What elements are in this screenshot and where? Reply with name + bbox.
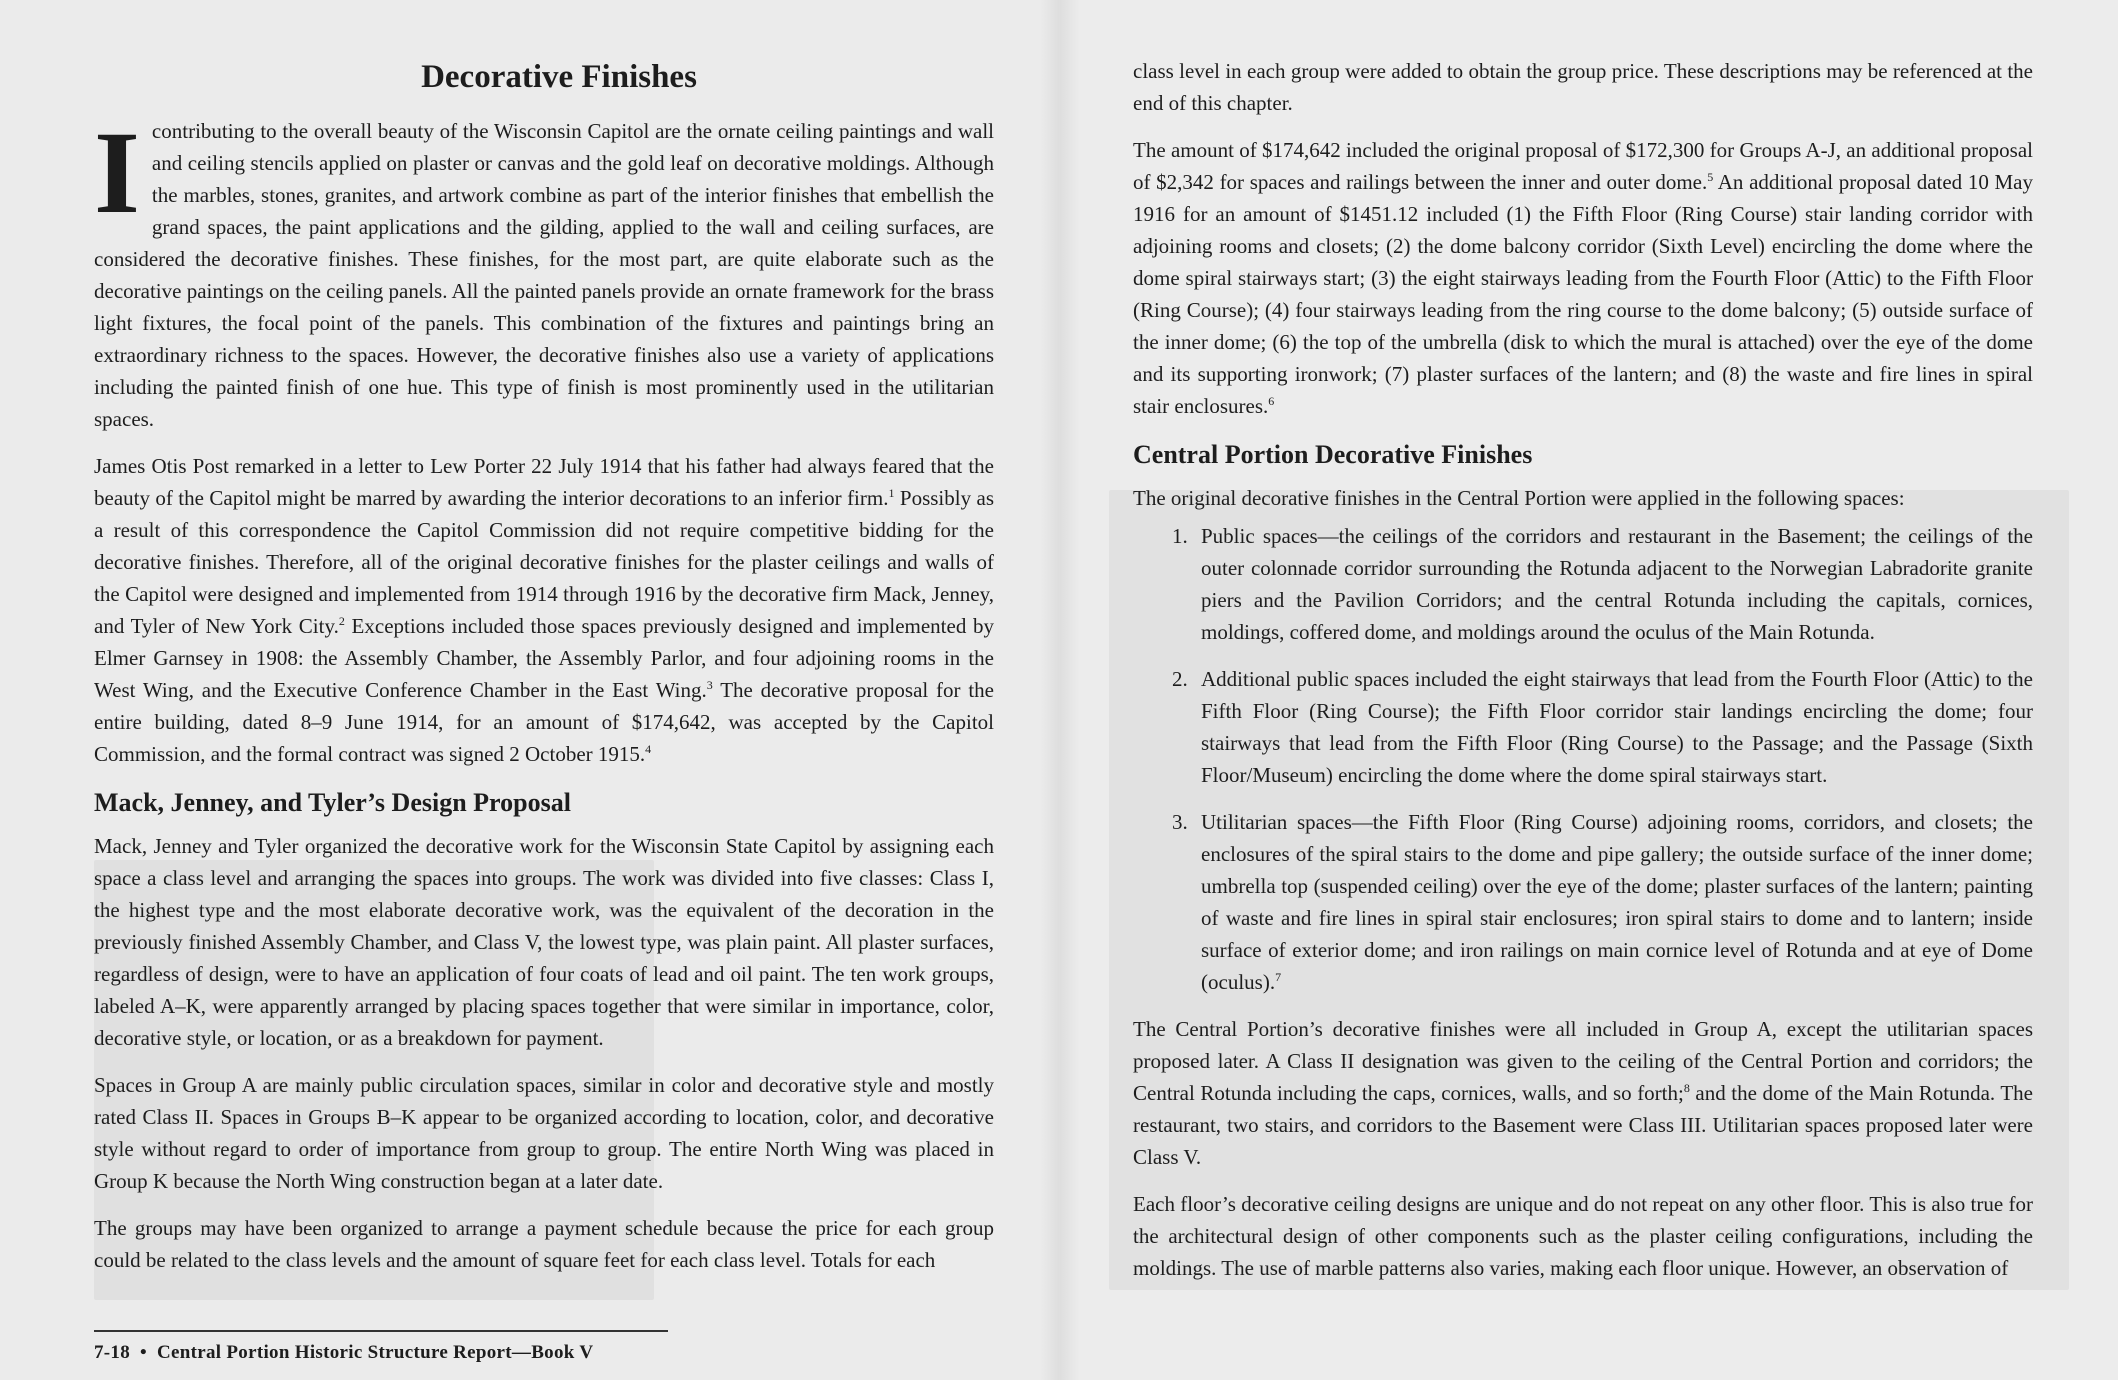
text-run: The Central Portion’s decorative finishes were all included in Group A, except the utilitarian spaces proposed later. A Class II designation was given to the ceiling of the Central Portion and corridors; the Central Rotunda including the caps, cornices, walls, and so forth; — [1133, 1017, 2033, 1105]
footnote-ref: 6 — [1268, 394, 1275, 408]
footer-bullet: • — [140, 1342, 147, 1363]
report-title: Central Portion Historic Structure Report—Book V — [156, 1342, 594, 1363]
drop-cap: I — [94, 107, 140, 238]
page-footer — [94, 1342, 593, 1364]
group-a-paragraph — [1133, 1013, 2033, 1173]
floor-designs-paragraph: Each floor’s decorative ceiling designs are unique and do not repeat on any other floor. This is also true for the architectural design of other components such as the plaster ceiling configurations, including the moldings. The use of marble patterns also varies, making each floor unique. However, an observation of — [1133, 1192, 2033, 1280]
payment-paragraph: The groups may have been organized to arrange a payment schedule because the price for each group could be related to the class levels and the amount of square feet for each class level. Totals for each — [94, 1216, 994, 1272]
amount-paragraph — [1133, 134, 2033, 422]
intro-text: contributing to the overall beauty of the Wisconsin Capitol are the ornate ceiling paintings and wall and ceiling stencils applied on plaster or canvas and the gold leaf on decorative moldings. Although the marbles, stones, granites, and artwork combine as part of the interior finishes that embellish the grand spaces, the paint applications and the gilding, applied to the wall and ceiling surfaces, are considered the decorative finishes. These finishes, for the most part, are quite elaborate such as the decorative paintings on the ceiling panels. All the painted panels provide an ornate framework for the brass light fixtures, the focal point of the panels. This combination of the fixtures and paintings bring an extraordinary richness to the spaces. However, the decorative finishes also use a variety of applications including the painted finish of one hue. This type of finish is most prominently used in the utilitarian spaces. — [94, 119, 994, 431]
text-run: The amount of $174,642 included the original proposal of $172,300 for Groups A-J, an additional proposal of $2,342 for spaces and railings between the inner and outer dome. — [1133, 138, 2033, 194]
right-page — [1059, 0, 2118, 1380]
continuation-paragraph: class level in each group were added to obtain the group price. These descriptions may be referenced at the end of this chapter. — [1133, 59, 2033, 115]
text-run: and the dome of the Main Rotunda. The restaurant, two stairs, and corridors to the Basement were Class III. Utilitarian spaces proposed later were Class V. — [1133, 1081, 2033, 1169]
footnote-ref: 8 — [1683, 1081, 1690, 1095]
footnote-ref: 2 — [338, 614, 345, 628]
text-run: Possibly as a result of this correspondence the Capitol Commission did not require competitive bidding for the decorative finishes. Therefore, all of the original decorative finishes for the plaster ceilings and walls of the Capitol were designed and implemented from 1914 through 1916 by the decorative firm Mack, Jenney, and Tyler of New York City. — [94, 486, 995, 638]
footnote-ref: 7 — [1275, 970, 1282, 984]
text-run: The decorative proposal for the entire building, dated 8–9 June 1914, for an amount of $174,642, was accepted by the Capitol Commission, and the formal contract was signed 2 October 1915. — [94, 678, 994, 766]
left-column — [94, 55, 994, 1291]
intro-paragraph — [94, 107, 994, 435]
footnote-ref: 1 — [888, 486, 895, 500]
list-item: 1. Public spaces—the ceilings of the corridors and restaurant in the Basement; the ceilings of the outer colonnade corridor surrounding the Rotunda adjacent to the Norwegian Labradorite granite piers and the Pavilion Corridors; and the central Rotunda including the capitals, cornices, moldings, coffered dome, and moldings around the oculus of the Main Rotunda. — [1193, 520, 2033, 648]
list-item: 2. Additional public spaces included the eight stairways that lead from the Fourth Floor (Attic) to the Fifth Floor (Ring Course); the Fifth Floor corridor stair landings encircling the dome; four stairways that lead from the Fifth Floor (Ring Course) to the Passage; and the Passage (Sixth Floor/Museum) encircling the dome where the dome spiral stairways start. — [1193, 663, 2033, 791]
groups-paragraph: Spaces in Group A are mainly public circulation spaces, similar in color and decorative style and mostly rated Class II. Spaces in Groups B–K appear to be organized according to location, color, and decorative style without regard to order of importance from group to group. The entire North Wing was placed in Group K because the North Wing construction began at a later date. — [94, 1073, 994, 1193]
list-item — [1193, 806, 2033, 998]
design-proposal-paragraph: Mack, Jenney and Tyler organized the decorative work for the Wisconsin State Capitol by assigning each space a class level and arranging the spaces into groups. The work was divided into five classes: Class I, the highest type and the most elaborate decorative work, was the equivalent of the decoration in the previously finished Assembly Chamber, and Class V, the lowest type, was plain paint. All plaster surfaces, regardless of design, were to have an application of four coats of lead and oil paint. The ten work groups, labeled A–K, were apparently arranged by placing spaces together that were similar in importance, color, decorative style, or location, or as a breakdown for payment. — [94, 834, 994, 1050]
footnote-ref: 3 — [706, 678, 713, 692]
text-run: James Otis Post remarked in a letter to Lew Porter 22 July 1914 that his father had always feared that the beauty of the Capitol might be marred by awarding the interior decorations to an inferior firm. — [94, 454, 994, 510]
spaces-list — [1133, 520, 2033, 998]
footnote-ref: 4 — [645, 742, 652, 756]
book-gutter — [1040, 0, 1080, 1380]
footnote-ref: 5 — [1707, 170, 1714, 184]
text-run: Exceptions included those spaces previously designed and implemented by Elmer Garnsey in 1908: the Assembly Chamber, the Assembly Parlor, and four adjoining rooms in the West Wing, and the Executive Conference Chamber in the East Wing. — [94, 614, 995, 702]
history-paragraph — [94, 450, 994, 770]
right-column — [1133, 55, 2033, 1299]
footer-rule — [94, 1330, 668, 1332]
list-intro: The original decorative finishes in the Central Portion were applied in the following spaces: — [1133, 486, 1905, 510]
section-heading-central-portion: Central Portion Decorative Finishes — [1133, 440, 1533, 469]
text-run: Utilitarian spaces—the Fifth Floor (Ring Course) adjoining rooms, corridors, and closets; the enclosures of the spiral stairs to the dome and pipe gallery; the outside surface of the inner dome; umbrella top (suspended ceiling) over the eye of the dome; plaster surfaces of the lantern; painting of waste and fire lines in spiral stair enclosures; iron spiral stairs to dome and to lantern; inside surface of exterior dome; and iron railings on main cornice level of Rotunda and at eye of Dome (oculus). — [1201, 810, 2033, 994]
page-number: 7-18 — [94, 1342, 131, 1363]
page-title: Decorative Finishes — [421, 59, 697, 95]
text-run: An additional proposal dated 10 May 1916 for an amount of $1451.12 included (1) the Fifth Floor (Ring Course) stair landing corridor with adjoining rooms and closets; (2) the dome balcony corridor (Sixth Level) encircling the dome where the dome spiral stairways start; (3) the eight stairways leading from the Fourth Floor (Attic) to the Fifth Floor (Ring Course); (4) four stairways leading from the ring course to the dome balcony; (5) outside surface of the inner dome; (6) the top of the umbrella (disk to which the mural is attached) over the eye of the dome and its supporting ironwork; (7) plaster surfaces of the lantern; and (8) the waste and fire lines in spiral stair enclosures. — [1133, 170, 2033, 418]
section-heading-design-proposal: Mack, Jenney, and Tyler’s Design Proposal — [94, 788, 571, 817]
